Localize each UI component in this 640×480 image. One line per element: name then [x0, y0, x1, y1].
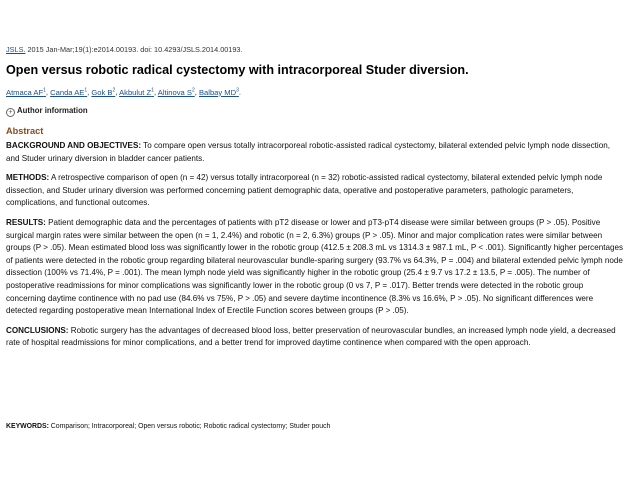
section-label: METHODS: [6, 173, 50, 183]
article-title: Open versus robotic radical cystectomy with intracorporeal Studer diversion. [6, 63, 469, 77]
citation-line [6, 45, 243, 54]
keywords-line [6, 423, 626, 430]
section-text: Patient demographic data and the percentages of patients with pT2 disease or lower and pT3-pT4 disease were similar between groups (P > .05). Positive surgical margin rates were similar between the open (n = 1, 2.4%) and robotic (n = 2, 6.3%) groups (P > .05). Minor and major complication rates were similar between groups (P > .05). Mean estimated blood loss was significantly lower in the robotic group (412.5 ± 208.3 mL vs 1314.3 ± 987.1 mL, P < .001). Significantly higher percentages of patients were detected in the robotic group regarding bilateral neurovascular bundle-sparing surgery (93.7% vs 64.3%, P = .004) and bilateral extended pelvic lymph node dissection (100% vs 71.4%, P = .001). The mean lymph node yield was significantly higher in the robotic group (25.4 ± 9.7 vs 17.2 ± 13.5, P = .005). The number of postoperative readmissions for minor complications was significantly lower in the robotic group (0 vs 7, P = .017). Better trends were detected in the robotic group concerning daytime continence with no pad use (84.6% vs 75%, P > .05) and severe daytime incontinence (8.3% vs 16.6%, P > .05). No significant differences were detected regarding postoperative mean International Index of Erectile Function scores between groups (P > .05). [6, 217, 624, 316]
expand-plus-icon: + [6, 108, 15, 117]
author-link[interactable]: Atmaca $AF^1$ [6, 87, 46, 97]
author-link[interactable]: Akbulut $Z^1$ [119, 87, 154, 97]
abstract-body [6, 140, 624, 357]
journal-link[interactable]: JSLS. [6, 45, 26, 54]
keywords-label: KEYWORDS: [6, 423, 49, 430]
author-link[interactable]: Canda $AE^1$ [50, 87, 88, 97]
abstract-section-results [6, 217, 624, 318]
section-label: RESULTS: [6, 217, 46, 227]
author-information-label: Author information [17, 106, 88, 115]
citation-details: 2015 Jan-Mar;19(1):e2014.00193. doi: 10.4293/JSLS.2014.00193. [25, 45, 243, 54]
section-text: To compare open versus totally intracorporeal robotic-assisted radical cystectomy, bilateral extended pelvic lymph node dissection, and Studer urinary diversion in bladder cancer patients. [6, 141, 610, 163]
section-label: CONCLUSIONS: [6, 325, 69, 335]
section-text: Robotic surgery has the advantages of decreased blood loss, better preservation of neurovascular bundles, an increased lymph node yield, a decreased rate of hospital readmissions for minor complications, and a better trend for improved daytime continence when compared with the open approach. [6, 325, 616, 348]
author-link[interactable]: Altinova $S^2$ [157, 87, 195, 97]
author-link[interactable]: Gok $B^2$ [91, 87, 116, 97]
author-list: Atmaca $AF^1$, Canda $AE^1$, Gok $B^2$, Akbulut $Z^1$, Altinova $S^2$, Balbay $MD^3$. [6, 87, 242, 97]
keywords-text: Comparison; Intracorporeal; Open versus robotic; Robotic radical cystectomy; Studer pouch [48, 423, 331, 430]
abstract-heading: Abstract [6, 126, 44, 136]
section-text: A retrospective comparison of open (n = 42) versus totally intracorporeal (n = 32) robotic-assisted radical cystectomy, bilateral extended pelvic lymph node dissection, and Studer urinary diversion was performed concerning patient demographic data, operative and postoperative parameters, pathologic parameters, complications, and functional outcomes. [6, 173, 603, 208]
author-link[interactable]: Balbay $MD^3$ [198, 87, 239, 97]
section-label: BACKGROUND AND OBJECTIVES: [6, 141, 142, 150]
abstract-section-background [6, 140, 624, 165]
author-information-toggle[interactable] [6, 106, 88, 117]
abstract-section-methods [6, 172, 624, 210]
abstract-section-conclusions [6, 325, 624, 350]
